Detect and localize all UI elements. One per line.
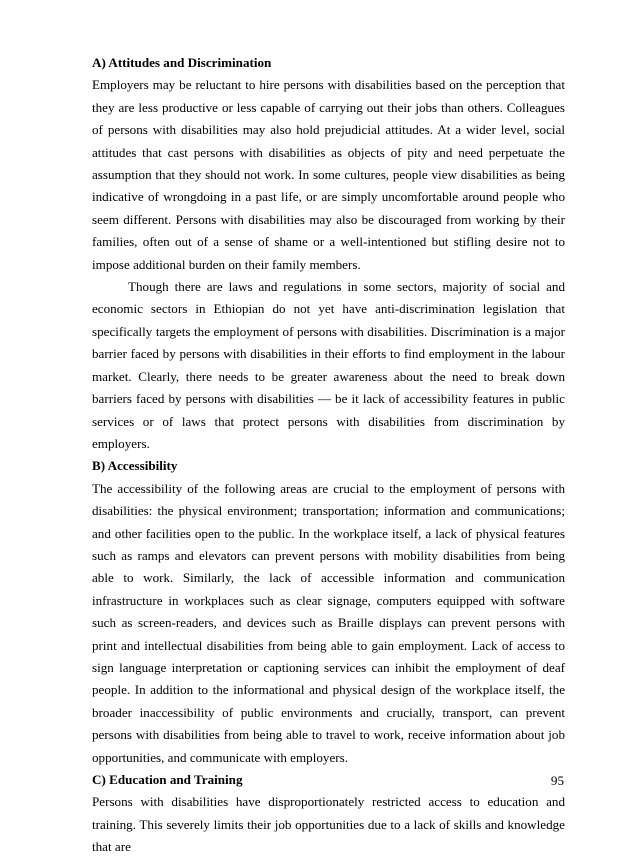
section-a-heading: A) Attitudes and Discrimination [92,55,272,70]
section-a-paragraph-2: Though there are laws and regulations in some sectors, majority of social and economic sectors in Ethiopian do not yet have anti-discrimination legislation that specifically targets the employment of persons with disabilities. Discrimination is a major barrier faced by persons with disabilities in their efforts to find employment in the labour market. Clearly, there needs to be greater awareness about the need to break down barriers faced by persons with disabilities — be it lack of accessibility features in public services or of laws that protect persons with disabilities from discrimination by employers. [92,279,565,451]
section-a-paragraph-1: Employers may be reluctant to hire persons with disabilities based on the perception that they are less productive or less capable of carrying out their jobs than others. Colleagues of persons with disabilities may also hold prejudicial attitudes. At a wider level, social attitudes that cast persons with disabilities as objects of pity and need perpetuate the assumption that they should not work. In some cultures, people view disabilities as being indicative of wrongdoing in a past life, or are simply uncomfortable around people who seem different. Persons with disabilities may also be discouraged from working by their families, often out of a sense of shame or a well-intentioned but stifling desire not to impose additional burden on their family members. [92,77,565,272]
page-body [92,52,565,859]
page-number: 95 [550,773,564,788]
section-c-paragraph-1: Persons with disabilities have disproportionately restricted access to education and training. This severely limits their job opportunities due to a lack of skills and knowledge that are [92,794,565,855]
section-c-heading: C) Education and Training [92,772,243,787]
section-b-paragraph-1: The accessibility of the following areas are crucial to the employment of persons with disabilities: the physical environment; transportation; information and communications; and other facilities open to the public. In the workplace itself, a lack of physical features such as ramps and elevators can prevent persons with mobility disabilities from being able to work. Similarly, the lack of accessible information and communication infrastructure in workplaces such as clear signage, computers equipped with software such as screen-readers, and devices such as Braille displays can prevent persons with print and intellectual disabilities from being able to gain employment. Lack of access to sign language interpretation or captioning services can inhibit the employment of deaf people. In addition to the informational and physical design of the workplace itself, the broader inaccessibility of public environments and crucially, transport, can prevent persons with disabilities from being able to travel to work, receive information about job opportunities, and communicate with employers. [92,480,565,765]
section-b-heading: B) Accessibility [92,458,178,474]
